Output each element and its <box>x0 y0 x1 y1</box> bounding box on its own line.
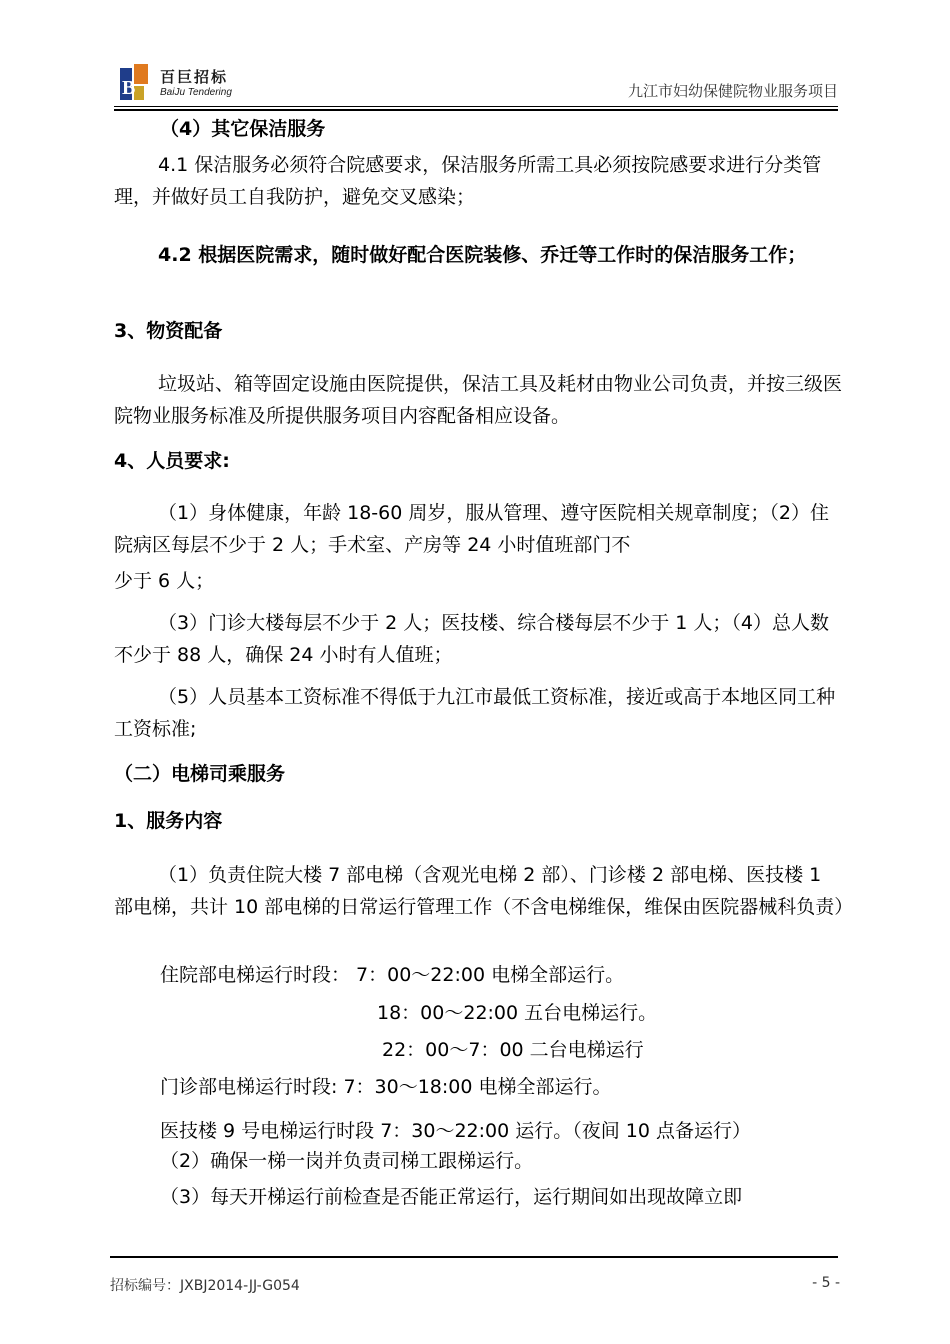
para-4-2: 4.2 根据医院需求，随时做好配合医院装修、乔迁等工作时的保洁服务工作； <box>158 244 807 266</box>
para-4-1: 4.1 保洁服务必须符合院感要求，保洁服务所需工具必须按院感要求进行分类管理，并做好员工自我防护，避免交叉感染； <box>114 154 822 208</box>
heading-elevator-service: （二）电梯司乘服务 <box>114 763 286 785</box>
para-staff-1: （1）身体健康，年龄 18-60 周岁，服从管理、遵守医院相关规章制度；（2）住院病区每层不少于 2 人；手术室、产房等 24 小时值班部门不 <box>114 502 829 556</box>
logo-text-en: BaiJu Tendering <box>160 87 232 98</box>
page-number: - 5 - <box>812 1275 840 1291</box>
schedule-medtech: 医技楼 9 号电梯运行时段 7：30～22:00 运行。（夜间 10 点备运行） <box>160 1120 752 1142</box>
company-logo <box>118 60 248 106</box>
heading-staff: 4、人员要求: <box>114 450 230 472</box>
schedule-inpatient: 住院部电梯运行时段： 7：00～22:00 电梯全部运行。 <box>160 964 625 986</box>
schedule-inpatient-evening: 18：00～22:00 五台电梯运行。 <box>377 1002 658 1024</box>
schedule-outpatient: 门诊部电梯运行时段: 7：30～18:00 电梯全部运行。 <box>160 1076 612 1098</box>
heading-materials: 3、物资配备 <box>114 320 223 342</box>
heading-service-content: 1、服务内容 <box>114 810 223 832</box>
schedule-inpatient-night: 22：00～7：00 二台电梯运行 <box>382 1039 644 1061</box>
para-elevator-3: （3）每天开梯运行前检查是否能正常运行，运行期间如出现故障立即 <box>160 1186 743 1208</box>
heading-other-cleaning: （4）其它保洁服务 <box>160 118 326 140</box>
tender-code: 招标编号：JXBJ2014-JJ-G054 <box>110 1278 300 1294</box>
para-materials: 垃圾站、箱等固定设施由医院提供，保洁工具及耗材由物业公司负责，并按三级医院物业服务标准及所提供服务项目内容配备相应设备。 <box>114 373 843 427</box>
svg-text:B: B <box>122 77 136 99</box>
logo-text-cn: 百巨招标 <box>160 68 229 86</box>
para-staff-3: （3）门诊大楼每层不少于 2 人；医技楼、综合楼每层不少于 1 人；（4）总人数不少于 88 人，确保 24 小时有人值班； <box>114 612 830 666</box>
para-staff-5: （5）人员基本工资标准不得低于九江市最低工资标准，接近或高于本地区同工种工资标准; <box>114 686 836 740</box>
header-title: 九江市妇幼保健院物业服务项目 <box>627 82 838 100</box>
header-divider <box>114 106 838 107</box>
para-elevator-1: （1）负责住院大楼 7 部电梯（含观光电梯 2 部）、门诊楼 2 部电梯、医技楼 1 部电梯，共计 10 部电梯的日常运行管理工作（不含电梯维保，维保由医院器械科负责） <box>114 864 854 918</box>
baiju-logo-icon <box>118 62 152 104</box>
para-elevator-2: （2）确保一梯一岗并负责司梯工跟梯运行。 <box>160 1150 534 1172</box>
footer-divider <box>110 1256 838 1258</box>
header-divider-thick <box>114 109 838 111</box>
para-staff-1b: 少于 6 人； <box>114 570 215 592</box>
